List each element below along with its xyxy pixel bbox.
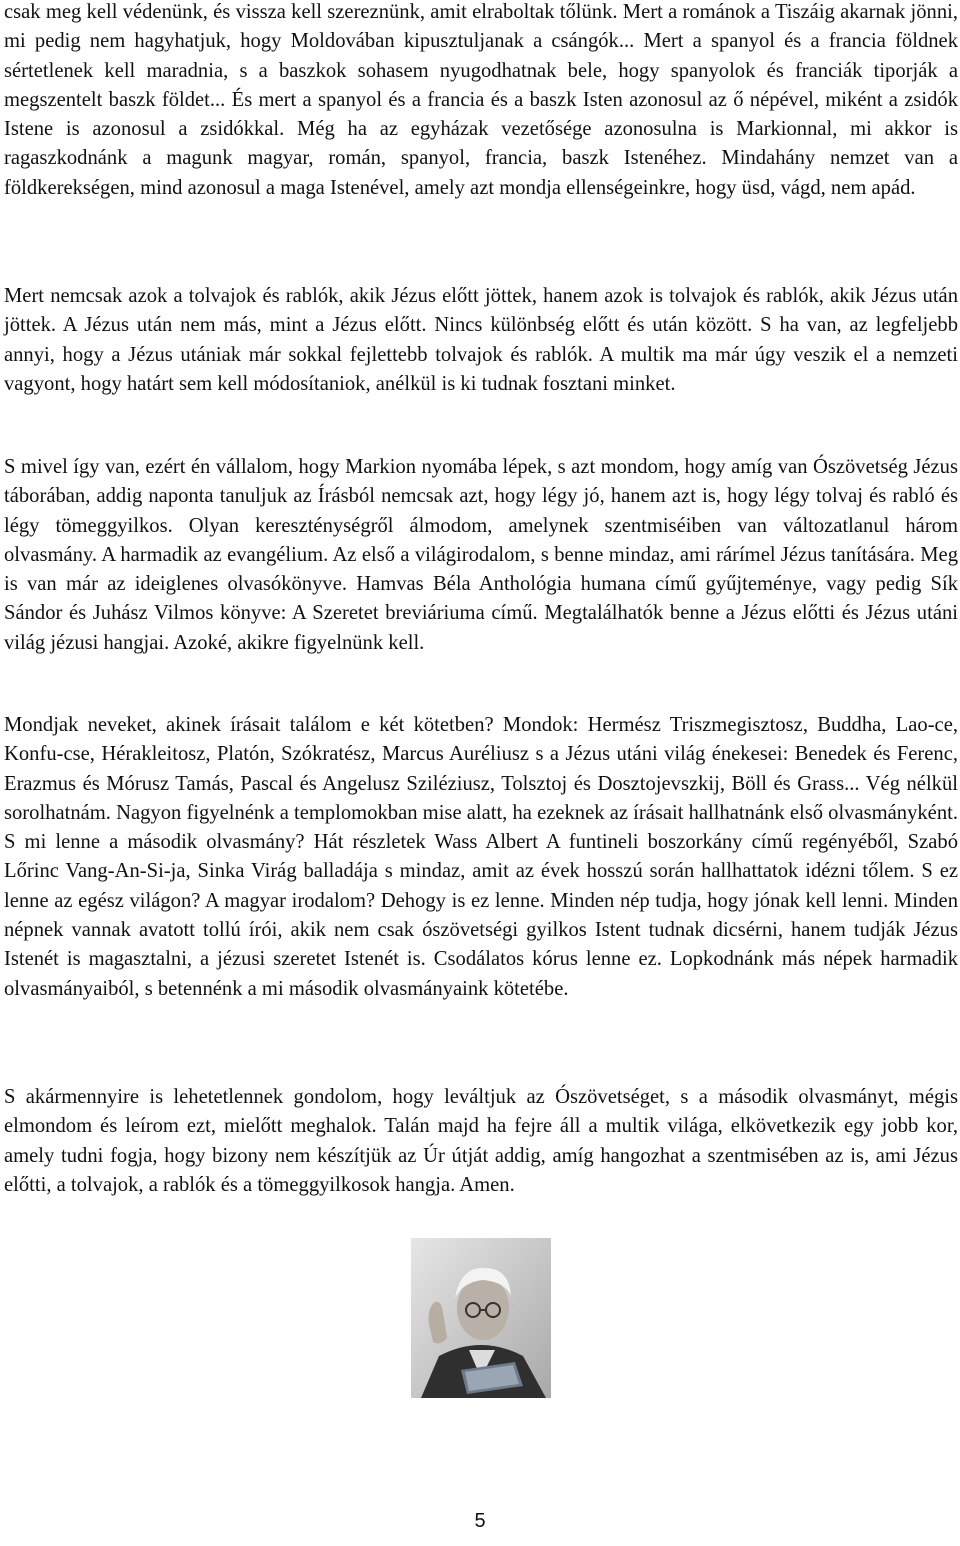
portrait-photo <box>411 1238 551 1398</box>
paragraph-5: S akármennyire is lehetetlennek gondolom, hogy leváltjuk az Ószövetséget, s a második olvasmányt, mégis elmondom és leírom ezt, mielőtt meghalok. Talán majd ha fejre áll a multik világa, elkövetkezik egy jobb kor, amely tudni fogja, hogy bizony nem készítjük az Úr útját addig, amíg hangozhat a szentmisében az is, ami Jézus előtti, a tolvajok, a rablók és a tömeggyilkosok hangja. Amen. <box>4 1086 958 1196</box>
paragraph-1: csak meg kell védenünk, és vissza kell szereznünk, amit elraboltak tőlünk. Mert a románok a Tiszáig akarnak jönni, mi pedig nem hagyhatjuk, hogy Moldovában kipusztuljanak a csángók... Mert a spanyol és a francia földnek sértetlenek kell maradnia, s a baszkok sohasem nyugodhatnak bele, hogy spanyolok és franciák tiporják a megszentelt baszk földet... És mert a spanyol és a francia és a baszk Isten azonosul az ő népével, miként a zsidók Istene is azonosul a zsidókkal. Még ha az egyházak vezetősége azonosulna is Markionnal, mi akkor is ragaszkodnánk a magunk magyar, román, spanyol, francia, baszk Istenéhez. Mindahány nemzet van a földkerekségen, mind azonosul a maga Istenével, amely azt mondja ellenségeinkre, hogy üsd, vágd, nem apád. <box>4 1 958 199</box>
page-number: 5 <box>474 1510 486 1532</box>
paragraph-2: Mert nemcsak azok a tolvajok és rablók, akik Jézus előtt jöttek, hanem azok is tolvajok és rablók, akik Jézus után jöttek. A Jézus után nem más, mint a Jézus előtt. Nincs különbség előtt és után között. S ha van, az legfeljebb annyi, hogy a Jézus utániak már sokkal fejlettebb tolvajok és rablók. A multik ma már úgy veszik el a nemzeti vagyont, hogy határt sem kell módosítaniok, anélkül is ki tudnak fosztani minket. <box>4 285 958 395</box>
paragraph-3: S mivel így van, ezért én vállalom, hogy Markion nyomába lépek, s azt mondom, hogy amíg van Ószövetség Jézus táborában, addig naponta tanuljuk az Írásból nemcsak azt, hogy légy jó, hanem azt is, hogy légy tolvaj és rabló és légy tömeggyilkos. Olyan kereszténységről álmodom, amelynek szentmiséiben van változatlanul három olvasmány. A harmadik az evangélium. Az első a világirodalom, s benne mindaz, ami rárímel Jézus tanítására. Meg is van már az ideiglenes olvasókönyve. Hamvas Béla Anthológia humana című gyűjteménye, vagy pedig Sík Sándor és Juhász Vilmos könyve: A Szeretet breviáriuma című. Megtalálhatók benne a Jézus előtti és Jézus utáni világ jézusi hangjai. Azoké, akikre figyelnünk kell. <box>4 456 958 654</box>
paragraph-4: Mondjak neveket, akinek írásait találom e két kötetben? Mondok: Hermész Triszmegisztosz, Buddha, Lao-ce, Konfu-cse, Hérakleitosz, Platón, Szókratész, Marcus Auréliusz s a Jézus utáni világ énekesei: Benedek és Ferenc, Erazmus és Mórusz Tamás, Pascal és Angelusz Sziléziusz, Tolsztoj és Dosztojevszkij, Böll és Grass... Vég nélkül sorolhatnám. Nagyon figyelnénk a templomokban mise alatt, ha ezeknek az írásait hallhatnánk első olvasmányként. S mi lenne a második olvasmány? Hát részletek Wass Albert A funtineli boszorkány című regényéből, Szabó Lőrinc Vang-An-Si-ja, Sinka Virág balladája s mindaz, amit az évek hosszú során hallhattatok idézni tőlem. S ez lenne az egész világon? A magyar irodalom? Dehogy is ez lenne. Minden nép tudja, hogy jónak kell lenni. Minden népnek vannak avatott tollú írói, akik nem csak ószövetségi gyilkos Istent tudnak dicsérni, hanem tudják Jézus Istenét is magasztalni, a jézusi szeretet Istenét is. Csodálatos kórus lenne ez. Lopkodnánk más népek harmadik olvasmányaiból, s betennénk a mi második olvasmányaink kötetébe. <box>4 714 958 1000</box>
